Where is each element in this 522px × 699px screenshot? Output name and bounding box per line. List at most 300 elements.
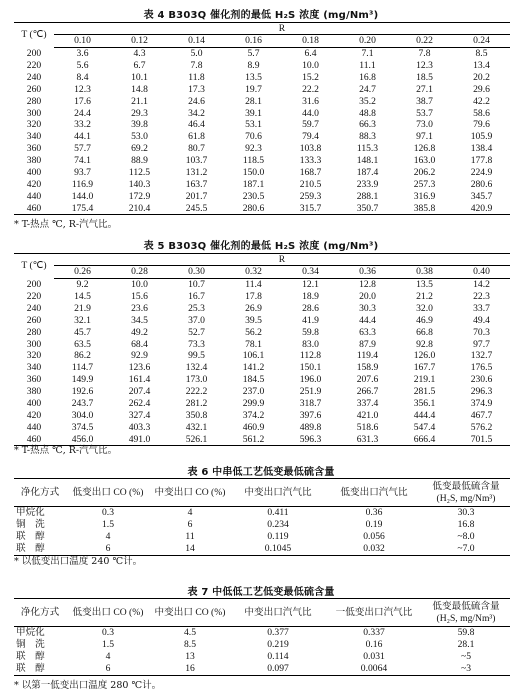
table5-body [14,279,510,446]
table4-r-value: 0.24 [453,35,510,48]
table5-value-cell: 337.4 [356,398,379,410]
table6-value-cell: 0.36 [365,507,383,519]
table5-temperature-cell: 240 [26,302,42,314]
table6 [14,478,510,556]
table7-value-cell: 4 [105,651,111,663]
table4-value-cell: 172.9 [128,190,151,202]
table4-value-cell: 34.2 [188,107,205,119]
table4-value-cell: 115.3 [356,143,379,155]
table5-value-cell: 126.0 [413,350,436,362]
table7-header-cell: 低变最低硫含量 (H₂S, mg/Nm³) [422,599,510,627]
table4-row [14,191,510,203]
table6-body [14,507,510,556]
table7-caption: 表 7 中低低工艺低变最低硫含量 [187,587,335,598]
table4-temperature-cell: 460 [14,203,54,215]
table7-method-cell: 铜 洗 [16,639,45,651]
table5-r-value: 0.36 [339,266,396,279]
table5-value-cell: 561.2 [225,434,282,446]
table7-value-cell: 16 [150,663,230,676]
table4-value-cell: 3.6 [76,48,89,60]
table5-temperature-cell: 300 [26,338,42,350]
table5-value-cell: 10.0 [131,279,148,291]
table5-value-cell: 491.0 [111,434,168,446]
table4-temperature-cell: 240 [26,71,42,83]
table5-value-cell: 141.2 [242,362,265,374]
table5-value-cell: 150.1 [299,362,322,374]
table5-row [14,386,510,398]
table4-r-value: 0.18 [282,35,339,48]
table4-value-cell: 233.9 [356,178,379,190]
table7-value-cell: ~3 [422,663,510,676]
table4-row [14,119,510,131]
table6-value-cell: 0.234 [267,519,289,531]
table4-row [14,107,510,119]
table5-value-cell: 112.8 [299,350,322,362]
table5-r-value: 0.30 [168,266,225,279]
table4-value-cell: 13.5 [245,71,262,83]
table4-value-cell: 33.2 [74,119,91,131]
table4-r-value: 0.20 [339,35,396,48]
table5-value-cell: 12.1 [302,279,319,291]
table4-value-cell: 168.7 [299,167,322,179]
table4-temperature-cell: 320 [26,119,42,131]
table4-temperature-cell: 220 [26,60,42,72]
table4-temperature-cell: 400 [26,167,42,179]
table5-value-cell: 92.8 [416,338,433,350]
table4-r-value: 0.16 [225,35,282,48]
table5-value-cell: 56.2 [245,326,262,338]
table5-value-cell: 374.5 [71,421,94,433]
table6-header-cell: 低变最低硫含量 (H₂S, mg/Nm³) [422,479,510,507]
table5-value-cell: 25.3 [188,302,205,314]
table4-value-cell: 24.7 [359,83,376,95]
table4-value-cell: 201.7 [185,190,208,202]
table4-temperature-cell: 340 [26,131,42,143]
table4-temperature-cell: 200 [26,47,42,59]
table5-value-cell: 222.2 [185,386,208,398]
table6-value-cell: ~7.0 [422,543,510,556]
table4-value-cell: 7.8 [190,60,203,72]
table6-row [14,507,510,520]
table5-temperature-cell: 380 [26,386,42,398]
table5-temperature-cell: 440 [26,421,42,433]
table4-value-cell: 103.7 [185,155,208,167]
table4-value-cell: 35.2 [359,95,376,107]
table5-value-cell: 63.3 [359,326,376,338]
table6-value-cell: ~8.0 [457,531,475,543]
table4-value-cell: 210.5 [299,178,322,190]
table7-header-cell: 净化方式 [14,599,66,627]
table4-value-cell: 27.1 [416,83,433,95]
table4-value-cell: 12.3 [74,83,91,95]
table5-value-cell: 26.9 [245,302,262,314]
table5-value-cell: 10.7 [188,279,205,291]
table5-value-cell: 17.8 [245,291,262,303]
table4-value-cell: 29.3 [131,107,148,119]
table6-header-cell: 低变出口汽气比 [326,479,422,507]
table4-value-cell: 5.0 [190,48,203,60]
table4-temperature-cell: 360 [26,143,42,155]
table7-row [14,627,510,640]
table5-value-cell: 16.7 [188,291,205,303]
table5-value-cell: 114.7 [71,362,94,374]
table5-value-cell: 374.9 [470,398,493,410]
table4-value-cell: 118.5 [242,155,265,167]
table7-value-cell: 59.8 [457,627,475,639]
table5-value-cell: 32.0 [416,302,433,314]
table4-value-cell: 17.3 [188,83,205,95]
table4-value-cell: 112.5 [128,167,151,179]
table4-value-cell: 5.6 [76,60,89,72]
table5-r-values-row [14,266,510,279]
table4-value-cell: 97.1 [416,131,433,143]
table4-temperature-cell: 280 [26,95,42,107]
table5-row [14,303,510,315]
table5-value-cell: 63.5 [74,338,91,350]
table4-value-cell: 18.5 [416,71,433,83]
table4-value-cell: 93.7 [74,167,91,179]
table7-value-cell: 0.377 [267,627,289,639]
table6-header-cell: 低变出口 CO (%) [66,479,150,507]
table6-method-cell: 联 醇 [14,543,66,556]
table4-row [14,143,510,155]
table4-value-cell: 24.6 [188,95,205,107]
table5-t-header: T (℃) [14,254,54,279]
table4-value-cell: 177.8 [470,155,493,167]
table5-value-cell: 281.5 [413,386,436,398]
table6-value-cell: 0.19 [365,519,383,531]
table5-value-cell: 167.7 [413,362,436,374]
table4 [14,22,510,215]
table7-row [14,663,510,676]
table5-value-cell: 666.4 [396,434,453,446]
table5-value-cell: 13.5 [416,279,433,291]
table7-value-cell: 0.031 [363,651,385,663]
table6-value-cell: 1.5 [102,519,114,531]
table4-value-cell: 74.1 [74,155,91,167]
table4-value-cell: 22.2 [302,83,319,95]
table6-value-cell: 4 [105,531,111,543]
table5-value-cell: 158.9 [356,362,379,374]
table4-value-cell: 280.6 [225,203,282,215]
table6-value-cell: 14 [150,543,230,556]
table4-value-cell: 44.0 [302,107,319,119]
table6-row [14,531,510,543]
table5-value-cell: 149.9 [71,374,94,386]
table4-temperature-cell: 420 [26,178,42,190]
table4-value-cell: 103.8 [299,143,322,155]
table4-value-cell: 48.8 [359,107,376,119]
table5-value-cell: 99.5 [188,350,205,362]
table5-value-cell: 119.4 [356,350,379,362]
table4-r-value: 0.22 [396,35,453,48]
table5-value-cell: 237.0 [242,386,265,398]
table4-row [14,179,510,191]
table5-temperature-cell: 400 [26,398,42,410]
table4-value-cell: 140.3 [128,178,151,190]
table6-value-cell: 6 [187,519,193,531]
table4-value-cell: 385.8 [396,203,453,215]
table5-value-cell: 489.8 [299,421,322,433]
table4-temperature-cell: 260 [26,83,42,95]
table5-value-cell: 161.4 [128,374,151,386]
table5-value-cell: 11.4 [245,279,262,291]
table7-body [14,627,510,676]
table4-row [14,131,510,143]
table4-value-cell: 19.7 [245,83,262,95]
table5-row [14,291,510,303]
table4-value-cell: 6.4 [304,48,317,60]
table5-value-cell: 59.8 [302,326,319,338]
table4-value-cell: 210.4 [111,203,168,215]
table4-value-cell: 163.7 [185,178,208,190]
table4-value-cell: 79.4 [302,131,319,143]
table5-value-cell: 33.7 [473,302,490,314]
table5-value-cell: 92.9 [131,350,148,362]
table5-row [14,398,510,410]
table5-temperature-cell: 200 [26,278,42,290]
table5-row [14,350,510,362]
table5-value-cell: 173.0 [185,374,208,386]
table4-value-cell: 59.7 [302,119,319,131]
table4-value-cell: 10.1 [131,71,148,83]
table5-temperature-cell: 360 [26,374,42,386]
table5-value-cell: 87.9 [359,338,376,350]
table5-row [14,315,510,327]
table4-value-cell: 8.9 [247,60,260,72]
table5-value-cell: 39.5 [245,314,262,326]
table4-value-cell: 31.6 [302,95,319,107]
table5-value-cell: 9.2 [76,279,89,291]
table4-r-value: 0.10 [54,35,111,48]
table4-value-cell: 46.4 [188,119,205,131]
table6-value-cell: 30.3 [457,507,475,519]
table4-r-values-row [14,35,510,48]
table4-value-cell: 29.6 [473,83,490,95]
table4-value-cell: 245.5 [168,203,225,215]
table4-value-cell: 144.0 [71,190,94,202]
table4-row [14,203,510,215]
table5-value-cell: 66.8 [416,326,433,338]
table5-value-cell: 86.2 [74,350,91,362]
table5-value-cell: 576.2 [470,421,493,433]
table5-value-cell: 78.1 [245,338,262,350]
table6-header-cell: 中变出口汽气比 [230,479,326,507]
table5-value-cell: 132.7 [470,350,493,362]
table7-row [14,651,510,663]
table5-row [14,338,510,350]
table7-header-cell: 中变出口 CO (%) [150,599,230,627]
table5-value-cell: 176.5 [470,362,493,374]
table4-value-cell: 259.3 [299,190,322,202]
table4-body [14,48,510,215]
table5-r-value: 0.34 [282,266,339,279]
table5-temperature-cell: 420 [26,409,42,421]
table6-note: * 以低变出口温度 240 ℃计。 [14,556,143,567]
table4-value-cell: 14.8 [131,83,148,95]
table5-value-cell: 15.6 [131,291,148,303]
table4-row [14,60,510,72]
table7-value-cell: 0.219 [267,639,289,651]
table5-value-cell: 374.2 [242,409,265,421]
table6-method-cell: 联 醇 [16,531,45,543]
table4-value-cell: 53.1 [245,119,262,131]
table4-value-cell: 316.9 [413,190,436,202]
table7-value-cell: ~5 [461,651,471,663]
table4-value-cell: 53.0 [131,131,148,143]
table4-value-cell: 57.7 [74,143,91,155]
table4-t-header: T (℃) [14,23,54,48]
table5-value-cell: 12.8 [359,279,376,291]
table5-value-cell: 14.5 [74,291,91,303]
table5-value-cell: 106.1 [242,350,265,362]
table7-value-cell: 4.5 [184,627,196,639]
table5-value-cell: 18.9 [302,291,319,303]
table5-value-cell: 356.1 [413,398,436,410]
table5-value-cell: 403.3 [128,421,151,433]
table7-row [14,639,510,651]
table5-r-value: 0.40 [453,266,510,279]
table5-value-cell: 192.6 [71,386,94,398]
table6-value-cell: 0.119 [267,531,289,543]
table5-value-cell: 230.6 [470,374,493,386]
table4-value-cell: 15.2 [302,71,319,83]
table5-value-cell: 132.4 [185,362,208,374]
table4-value-cell: 224.9 [470,167,493,179]
table4-value-cell: 88.3 [359,131,376,143]
table5-value-cell: 28.6 [302,302,319,314]
table4-value-cell: 138.4 [470,143,493,155]
table5-value-cell: 23.6 [131,302,148,314]
table4-row [14,167,510,179]
table7-value-cell: 1.5 [102,639,114,651]
table4-value-cell: 257.3 [413,178,436,190]
table4-row [14,48,510,60]
table5-caption: 表 5 B303Q 催化剂的最低 H₂S 浓度 (mg/Nm³) [143,241,379,252]
table5-value-cell: 281.2 [185,398,208,410]
table4-row [14,96,510,108]
table7-value-cell: 0.114 [267,651,289,663]
table5-value-cell: 318.7 [299,398,322,410]
table7-header-cell: 中变出口汽气比 [230,599,326,627]
table5-value-cell: 304.0 [71,409,94,421]
table7-method-cell: 甲烷化 [16,627,45,639]
table6-value-cell: 11 [185,531,195,543]
table7-method-cell: 联 醇 [16,651,45,663]
table6-header-cell: 中变出口 CO (%) [150,479,230,507]
table5-row [14,362,510,374]
table4-value-cell: 79.6 [473,119,490,131]
table5-r-value: 0.32 [225,266,282,279]
table4-value-cell: 11.1 [359,60,376,72]
table7 [14,598,510,676]
table6-method-cell: 铜 洗 [16,519,45,531]
table7-method-cell: 联 醇 [14,663,66,676]
table5-value-cell: 207.4 [128,386,151,398]
table5-row [14,279,510,291]
table7-header-cell: 一低变出口汽气比 [326,599,422,627]
table4-value-cell: 28.1 [245,95,262,107]
table7-value-cell: 0.0064 [326,663,422,676]
table4-temperature-cell: 440 [26,190,42,202]
table4-value-cell: 8.4 [76,71,89,83]
table4-value-cell: 20.2 [473,71,490,83]
table4-value-cell: 345.7 [470,190,493,202]
table7-value-cell: 6 [66,663,150,676]
table6-value-cell: 4 [187,507,193,519]
table4-value-cell: 116.9 [71,178,94,190]
table5-value-cell: 327.4 [128,409,151,421]
table4-value-cell: 66.3 [359,119,376,131]
table4-value-cell: 4.3 [133,48,146,60]
table5-r-value: 0.38 [396,266,453,279]
table5-value-cell: 296.3 [470,386,493,398]
table4-row [14,84,510,96]
table4-value-cell: 61.8 [188,131,205,143]
table5-value-cell: 34.5 [131,314,148,326]
table7-value-cell: 8.5 [184,639,196,651]
table4-value-cell: 133.3 [299,155,322,167]
table5-value-cell: 68.4 [131,338,148,350]
table4-value-cell: 5.7 [247,48,260,60]
table4-value-cell: 92.3 [245,143,262,155]
table5-value-cell: 207.6 [356,374,379,386]
table6-value-cell: 6 [66,543,150,556]
table5-value-cell: 397.6 [299,409,322,421]
table5 [14,253,510,446]
table5-value-cell: 518.6 [356,421,379,433]
table5-value-cell: 262.4 [128,398,151,410]
table4-value-cell: 73.0 [416,119,433,131]
table5-temperature-cell: 260 [26,314,42,326]
table4-value-cell: 88.9 [131,155,148,167]
table4-value-cell: 148.1 [356,155,379,167]
table4-value-cell: 150.0 [242,167,265,179]
table5-value-cell: 83.0 [302,338,319,350]
table5-value-cell: 251.9 [299,386,322,398]
table5-row [14,410,510,422]
table5-temperature-cell: 280 [26,326,42,338]
table5-value-cell: 266.7 [356,386,379,398]
table4-value-cell: 44.1 [74,131,91,143]
table5-temperature-cell: 460 [14,434,54,446]
table4-value-cell: 21.1 [131,95,148,107]
table4-r-value: 0.12 [111,35,168,48]
table4-row [14,155,510,167]
table4-r-header: R [54,23,510,35]
table5-value-cell: 30.3 [359,302,376,314]
table5-value-cell: 70.3 [473,326,490,338]
table5-value-cell: 49.4 [473,314,490,326]
table5-value-cell: 421.0 [356,409,379,421]
table5-value-cell: 52.7 [188,326,205,338]
table4-value-cell: 315.7 [282,203,339,215]
table6-value-cell: 0.1045 [230,543,326,556]
table5-value-cell: 184.5 [242,374,265,386]
table4-value-cell: 163.0 [413,155,436,167]
table4-value-cell: 80.7 [188,143,205,155]
table7-header-row [14,599,510,627]
table5-note: * T-热点 ℃, R-汽气比。 [14,445,118,456]
table5-value-cell: 32.1 [74,314,91,326]
table4-value-cell: 13.4 [473,60,490,72]
table7-value-cell: 13 [185,651,195,663]
table4-value-cell: 175.4 [54,203,111,215]
table6-value-cell: 0.032 [326,543,422,556]
table5-r-header: R [54,254,510,266]
table5-value-cell: 456.0 [54,434,111,446]
table5-value-cell: 45.7 [74,326,91,338]
